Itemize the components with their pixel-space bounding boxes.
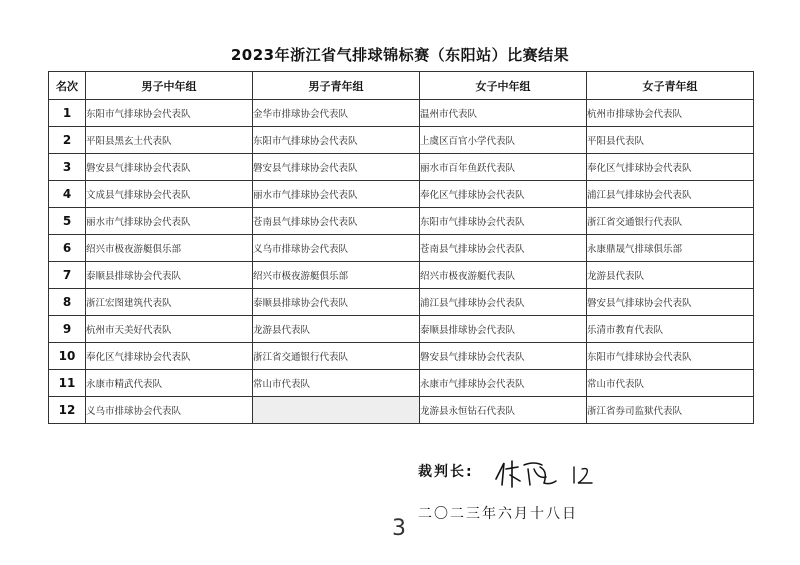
team-cell: 平阳县黑玄土代表队 <box>86 127 253 154</box>
team-cell: 浙江省券司监狱代表队 <box>587 397 754 424</box>
table-row <box>49 100 754 127</box>
signing-date: 二〇二三年六月十八日 <box>418 506 578 522</box>
rank-cell: 1 <box>49 100 86 127</box>
table-row <box>49 343 754 370</box>
team-cell: 东阳市气排球协会代表队 <box>587 343 754 370</box>
rank-cell: 11 <box>49 370 86 397</box>
rank-cell: 7 <box>49 262 86 289</box>
header-men-youth: 男子青年组 <box>253 72 420 100</box>
head-referee-label: 裁判长: <box>418 464 474 480</box>
team-cell: 义乌市排球协会代表队 <box>253 235 420 262</box>
team-cell: 文成县气排球协会代表队 <box>86 181 253 208</box>
team-cell: 丽水市百年鱼跃代表队 <box>420 154 587 181</box>
table-row <box>49 208 754 235</box>
header-men-middle-age: 男子中年组 <box>86 72 253 100</box>
header-rank: 名次 <box>49 72 86 100</box>
team-cell: 泰顺县排球协会代表队 <box>86 262 253 289</box>
empty-cell <box>253 397 420 424</box>
table-row <box>49 397 754 424</box>
team-cell: 东阳市气排球协会代表队 <box>86 100 253 127</box>
team-cell: 浙江宏图建筑代表队 <box>86 289 253 316</box>
header-row <box>49 72 754 100</box>
team-cell: 永康市气排球协会代表队 <box>420 370 587 397</box>
team-cell: 浙江省交通银行代表队 <box>587 208 754 235</box>
rank-cell: 12 <box>49 397 86 424</box>
team-cell: 苍南县气排球协会代表队 <box>253 208 420 235</box>
team-cell: 绍兴市极夜游艇俱乐部 <box>86 235 253 262</box>
team-cell: 丽水市气排球协会代表队 <box>253 181 420 208</box>
team-cell: 浦江县气排球协会代表队 <box>587 181 754 208</box>
team-cell: 磐安县气排球协会代表队 <box>587 289 754 316</box>
rank-cell: 9 <box>49 316 86 343</box>
team-cell: 磐安县气排球协会代表队 <box>420 343 587 370</box>
results-table <box>48 71 754 424</box>
team-cell: 永康鼎晟气排球俱乐部 <box>587 235 754 262</box>
team-cell: 龙游县永恒钻石代表队 <box>420 397 587 424</box>
team-cell: 龙游县代表队 <box>587 262 754 289</box>
table-row <box>49 127 754 154</box>
rank-cell: 6 <box>49 235 86 262</box>
team-cell: 龙游县代表队 <box>253 316 420 343</box>
document-title: 2023年浙江省气排球锦标赛（东阳站）比赛结果 <box>230 46 570 64</box>
team-cell: 奉化区气排球协会代表队 <box>86 343 253 370</box>
table-row <box>49 235 754 262</box>
team-cell: 东阳市气排球协会代表队 <box>253 127 420 154</box>
rank-cell: 2 <box>49 127 86 154</box>
rank-cell: 8 <box>49 289 86 316</box>
team-cell: 泰顺县排球协会代表队 <box>253 289 420 316</box>
team-cell: 义乌市排球协会代表队 <box>86 397 253 424</box>
rank-cell: 4 <box>49 181 86 208</box>
team-cell: 杭州市天美好代表队 <box>86 316 253 343</box>
team-cell: 磐安县气排球协会代表队 <box>86 154 253 181</box>
table-row <box>49 370 754 397</box>
team-cell: 浦江县气排球协会代表队 <box>420 289 587 316</box>
page-number: 3 <box>392 516 406 541</box>
team-cell: 泰顺县排球协会代表队 <box>420 316 587 343</box>
team-cell: 金华市排球协会代表队 <box>253 100 420 127</box>
team-cell: 温州市代表队 <box>420 100 587 127</box>
head-referee-signature <box>490 455 600 489</box>
table-row <box>49 316 754 343</box>
team-cell: 杭州市排球协会代表队 <box>587 100 754 127</box>
team-cell: 奉化区气排球协会代表队 <box>420 181 587 208</box>
team-cell: 东阳市气排球协会代表队 <box>420 208 587 235</box>
team-cell: 奉化区气排球协会代表队 <box>587 154 754 181</box>
team-cell: 磐安县气排球协会代表队 <box>253 154 420 181</box>
rank-cell: 10 <box>49 343 86 370</box>
table-row <box>49 154 754 181</box>
table-row <box>49 289 754 316</box>
team-cell: 丽水市气排球协会代表队 <box>86 208 253 235</box>
header-women-middle-age: 女子中年组 <box>420 72 587 100</box>
team-cell: 乐清市教育代表队 <box>587 316 754 343</box>
team-cell: 永康市精武代表队 <box>86 370 253 397</box>
team-cell: 常山市代表队 <box>253 370 420 397</box>
team-cell: 平阳县代表队 <box>587 127 754 154</box>
rank-cell: 3 <box>49 154 86 181</box>
rank-cell: 5 <box>49 208 86 235</box>
header-women-youth: 女子青年组 <box>587 72 754 100</box>
team-cell: 上虞区百官小学代表队 <box>420 127 587 154</box>
team-cell: 绍兴市极夜游艇俱乐部 <box>253 262 420 289</box>
table-row <box>49 181 754 208</box>
team-cell: 绍兴市极夜游艇代表队 <box>420 262 587 289</box>
team-cell: 浙江省交通银行代表队 <box>253 343 420 370</box>
table-row <box>49 262 754 289</box>
team-cell: 苍南县气排球协会代表队 <box>420 235 587 262</box>
team-cell: 常山市代表队 <box>587 370 754 397</box>
